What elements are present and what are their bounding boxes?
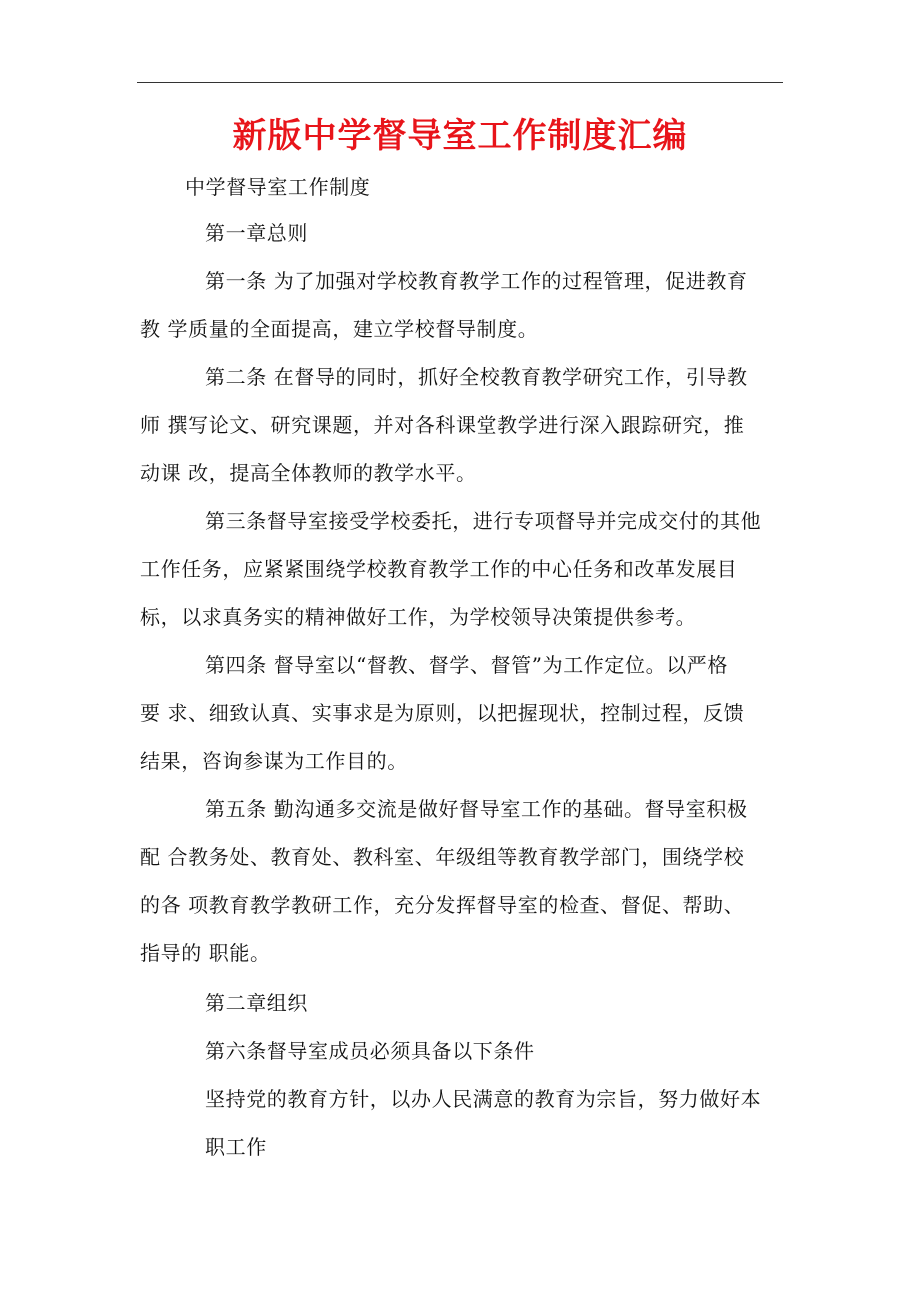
article-6-line-2: 坚持党的教育方针，以办人民满意的教育为宗旨，努力做好本: [205, 1087, 762, 1111]
article-6-line-1: 第六条督导室成员必须具备以下条件: [205, 1039, 535, 1063]
article-2-line-3: 动课 改，提高全体教师的教学水平。: [140, 461, 477, 485]
chapter-heading-1: 第一章总则: [205, 221, 308, 245]
article-1-line-2: 教 学质量的全面提高，建立学校督导制度。: [140, 317, 539, 341]
chapter-heading-2: 第二章组织: [205, 991, 308, 1015]
article-5-line-4: 指导的 职能。: [140, 941, 271, 965]
article-3-line-1: 第三条督导室接受学校委托，进行专项督导并完成交付的其他: [205, 509, 762, 533]
article-1-line-1: 第一条 为了加强对学校教育教学工作的过程管理，促进教育: [205, 269, 748, 293]
article-2-line-1: 第二条 在督导的同时，抓好全校教育教学研究工作，引导教: [205, 365, 748, 389]
article-3-line-2: 工作任务，应紧紧围绕学校教育教学工作的中心任务和改革发展目: [140, 557, 738, 581]
article-5-line-3: 的各 项教育教学教研工作，充分发挥督导室的检查、督促、帮助、: [140, 893, 745, 917]
article-6-line-3: 职工作: [205, 1135, 267, 1159]
document-title: 新版中学督导室工作制度汇编: [232, 116, 688, 156]
article-3-line-3: 标，以求真务实的精神做好工作，为学校领导决策提供参考。: [140, 605, 697, 629]
article-2-line-2: 师 撰写论文、研究课题，并对各科课堂教学进行深入跟踪研究，推: [140, 413, 745, 437]
article-4-line-1: 第四条 督导室以“督教、督学、督管”为工作定位。以严格: [205, 653, 729, 677]
article-4-line-2: 要 求、细致认真、实事求是为原则，以把握现状，控制过程，反馈: [140, 701, 745, 725]
document-subtitle: 中学督导室工作制度: [185, 175, 371, 199]
article-5-line-1: 第五条 勤沟通多交流是做好督导室工作的基础。督导室积极: [205, 797, 748, 821]
article-4-line-3: 结果，咨询参谋为工作目的。: [140, 749, 408, 773]
header-rule: [137, 82, 783, 83]
article-5-line-2: 配 合教务处、教育处、教科室、年级组等教育教学部门，围绕学校: [140, 845, 745, 869]
